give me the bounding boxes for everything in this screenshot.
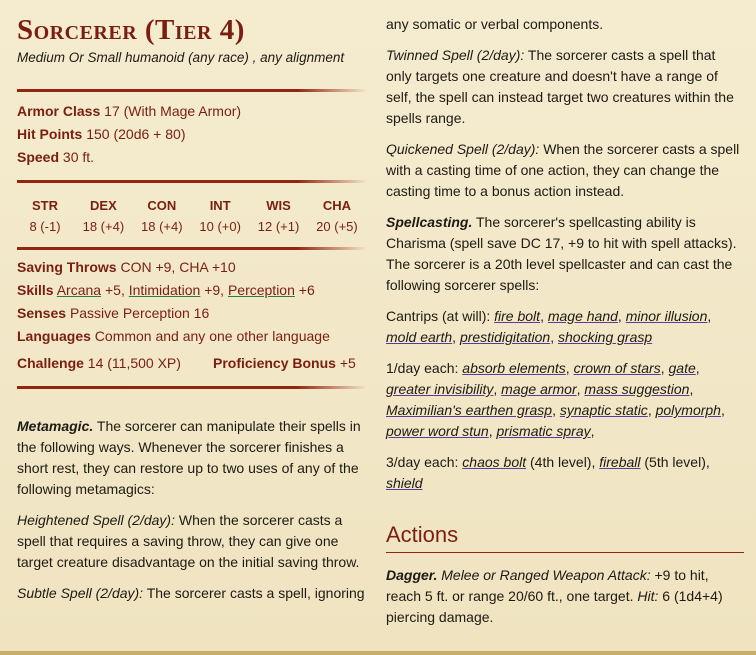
- skill-link-arcana[interactable]: Arcana: [56, 282, 102, 298]
- spell-link[interactable]: fire bolt: [494, 308, 541, 324]
- ability-dex: DEX 18 (+4): [82, 198, 125, 234]
- spell-link[interactable]: synaptic static: [559, 402, 648, 418]
- trait-metamagic: Metamagic. The sorcerer can manipulate their spells in the following ways. Whenever the sorcerer finishes a short rest, they can restore up to two uses of any of the following metamagics:: [17, 418, 361, 497]
- spell-link[interactable]: crown of stars: [573, 360, 661, 376]
- skill-link-intimidation[interactable]: Intimidation: [128, 282, 201, 298]
- languages: Languages Common and any one other language: [17, 328, 330, 344]
- monster-name: Sorcerer (Tier 4): [17, 14, 245, 46]
- hit-points: Hit Points 150 (20d6 + 80): [17, 126, 186, 142]
- spell-link[interactable]: absorb elements: [462, 360, 566, 376]
- spell-link[interactable]: minor illusion: [625, 308, 708, 324]
- spell-link[interactable]: mage armor: [501, 381, 577, 397]
- trait-subtle-spell-cont: any somatic or verbal components.: [386, 16, 604, 32]
- ability-cha: CHA 20 (+5): [316, 198, 358, 234]
- ability-wis: WIS 12 (+1): [257, 198, 300, 234]
- action-dagger: Dagger. Melee or Ranged Weapon Attack: +9 to hit, reach 5 ft. or range 20/60 ft., one target. Hit: 6 (1d4+4) piercing damage.: [386, 567, 723, 625]
- speed: Speed 30 ft.: [17, 149, 95, 165]
- skill-link-perception[interactable]: Perception: [227, 282, 295, 298]
- spell-link[interactable]: chaos bolt: [462, 454, 527, 470]
- ability-int: INT 10 (+0): [199, 198, 241, 234]
- right-column: [386, 14, 744, 628]
- spell-link[interactable]: mass suggestion: [584, 381, 690, 397]
- proficiency-bonus: Proficiency Bonus +5: [213, 355, 356, 371]
- spell-link[interactable]: shield: [386, 475, 423, 491]
- challenge: Challenge 14 (11,500 XP): [17, 355, 181, 371]
- spells-cantrips: Cantrips (at will): fire bolt, mage hand, minor illusion, mold earth, prestidigitation, shocking grasp: [386, 308, 712, 345]
- spell-link[interactable]: power word stun: [386, 423, 489, 439]
- spell-link[interactable]: greater invisibility: [386, 381, 494, 397]
- spell-link[interactable]: Maximilian's earthen grasp: [386, 402, 553, 418]
- trait-quickened-spell: Quickened Spell (2/day): When the sorcerer casts a spell with a casting time of one action, they can change the casting time to a bonus action instead.: [386, 141, 740, 199]
- left-column: [17, 12, 367, 604]
- ability-str: STR 8 (-1): [29, 198, 61, 234]
- ability-con: CON 18 (+4): [141, 198, 183, 234]
- senses: Senses Passive Perception 16: [17, 305, 210, 321]
- trait-spellcasting: Spellcasting. The sorcerer's spellcasting ability is Charisma (spell save DC 17, +9 to hit with spell attacks). The sorcerer is a 20th level spellcaster and can cast the following sorcerer spells:: [386, 214, 737, 293]
- challenge-row: [17, 352, 367, 375]
- spells-3-day: 3/day each: chaos bolt (4th level), fireball (5th level), shield: [386, 454, 710, 491]
- spell-link[interactable]: mage hand: [547, 308, 618, 324]
- trait-twinned-spell: Twinned Spell (2/day): The sorcerer casts a spell that only targets one creature and doesn't have a range of self, the spell can instead target two creatures within the spells range.: [386, 47, 734, 126]
- spell-link[interactable]: polymorph: [655, 402, 721, 418]
- divider: [17, 180, 367, 183]
- spell-link[interactable]: mold earth: [386, 329, 453, 345]
- monster-meta: Medium Or Small humanoid (any race) , any alignment: [17, 50, 345, 65]
- spell-link[interactable]: fireball: [599, 454, 641, 470]
- saving-throws: Saving Throws CON +9, CHA +10: [17, 259, 236, 275]
- spell-link[interactable]: prestidigitation: [459, 329, 551, 345]
- skills: Skills Arcana +5, Intimidation +9, Perception +6: [17, 282, 315, 298]
- divider: [17, 386, 367, 389]
- trait-heightened-spell: Heightened Spell (2/day): When the sorcerer casts a spell that requires a saving throw, they can give one target creature disadvantage on the initial saving throw.: [17, 512, 360, 570]
- trait-subtle-spell: Subtle Spell (2/day): The sorcerer casts a spell, ignoring: [17, 585, 365, 601]
- spell-link[interactable]: shocking grasp: [558, 329, 653, 345]
- divider: [17, 89, 367, 92]
- actions-heading: Actions: [386, 520, 744, 553]
- spell-link[interactable]: prismatic spray: [496, 423, 591, 439]
- spells-1-day: 1/day each: absorb elements, crown of stars, gate, greater invisibility, mage armor, mass suggestion, Maximilian's earthen grasp, synaptic static, polymorph, power word stun, prismatic spray,: [386, 360, 725, 439]
- spell-link[interactable]: gate: [668, 360, 696, 376]
- divider: [17, 247, 367, 250]
- ability-scores: [17, 195, 367, 237]
- armor-class: Armor Class 17 (With Mage Armor): [17, 103, 242, 119]
